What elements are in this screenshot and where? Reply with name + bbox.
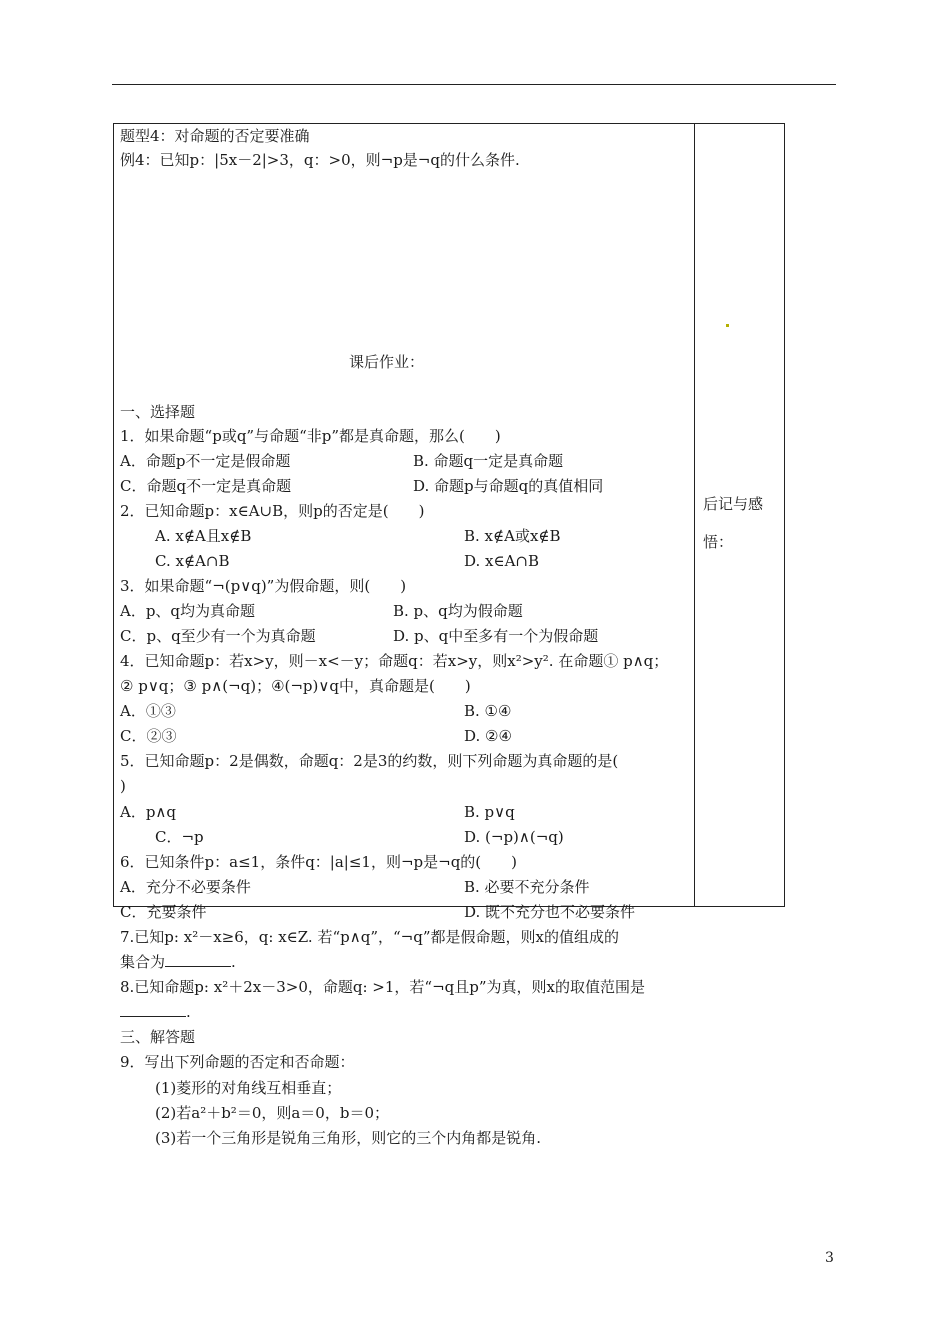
- question-9-part-3: (3)若一个三角形是锐角三角形，则它的三个内角都是锐角.: [155, 1129, 542, 1147]
- question-5-option-a: A．p∧q: [120, 803, 177, 821]
- question-6-option-d: D. 既不充分也不必要条件: [464, 903, 636, 921]
- question-1-option-a: A．命题p不一定是假命题: [120, 452, 291, 470]
- question-7-answer-period: .: [231, 953, 236, 971]
- page-number: 3: [825, 1250, 834, 1266]
- question-1-option-d: D. 命题p与命题q的真值相同: [413, 477, 604, 495]
- question-2-option-b: B. x∉A或x∉B: [464, 527, 561, 545]
- ink-mark: [726, 324, 729, 327]
- section-heading-choice: 一、选择题: [120, 403, 196, 421]
- question-9-part-2: (2)若a²＋b²＝0，则a＝0，b＝0；: [155, 1104, 389, 1122]
- question-6-option-a: A．充分不必要条件: [120, 878, 251, 896]
- question-3-text: 3．如果命题“¬(p∨q)”为假命题，则( ): [120, 577, 407, 595]
- question-7-text: 7.已知p: x²－x≥6，q: x∈Z. 若“p∧q”，“¬q”都是假命题，则x的值组成的: [120, 928, 619, 946]
- question-3-option-c: C．p、q至少有一个为真命题: [120, 627, 316, 645]
- question-1-option-c: C．命题q不一定是真命题: [120, 477, 292, 495]
- question-9-text: 9．写出下列命题的否定和否命题：: [120, 1053, 355, 1071]
- question-5-option-c: C．¬p: [155, 828, 204, 846]
- question-7-answer-line: [120, 952, 236, 972]
- column-divider: [694, 124, 695, 906]
- question-3-option-b: B. p、q均为假命题: [393, 602, 523, 620]
- example-4-text: 例4：已知p：|5x－2|>3，q：>0，则¬p是¬q的什么条件.: [120, 151, 520, 169]
- question-4-text-line-1: 4．已知命题p：若x>y，则－x<－y；命题q：若x>y，则x²>y². 在命题① p∧q；: [120, 652, 669, 670]
- question-2-text: 2．已知命题p：x∈A∪B，则p的否定是( ): [120, 502, 425, 520]
- question-4-text-line-2: ② p∨q；③ p∧(¬q)；④(¬p)∨q中，真命题是( ): [120, 677, 471, 695]
- question-6-option-c: C．充要条件: [120, 903, 207, 921]
- section-heading-answer: 三、解答题: [120, 1028, 196, 1046]
- question-5-text-closing: ): [120, 777, 126, 795]
- header-rule: [112, 84, 836, 85]
- question-2-option-a: A. x∉A且x∉B: [155, 527, 252, 545]
- afterword-label-line-1: 后记与感: [703, 495, 764, 513]
- question-8-text: 8.已知命题p: x²＋2x－3>0，命题q: >1，若“¬q且p”为真，则x的取值范围是: [120, 978, 645, 996]
- question-2-option-c: C. x∉A∩B: [155, 552, 230, 570]
- question-3-option-a: A．p、q均为真命题: [120, 602, 256, 620]
- question-5-option-d: D. (¬p)∧(¬q): [464, 828, 564, 846]
- homework-heading: 课后作业：: [349, 353, 425, 371]
- question-9-part-1: (1)菱形的对角线互相垂直；: [155, 1079, 342, 1097]
- question-4-option-a: A．①③: [120, 702, 176, 720]
- question-2-option-d: D. x∈A∩B: [464, 552, 540, 570]
- question-8-answer-line: [120, 1002, 191, 1022]
- question-1-text: 1．如果命题“p或q”与命题“非p”都是真命题，那么( ): [120, 427, 501, 445]
- question-4-option-b: B. ①④: [464, 702, 512, 720]
- question-5-text: 5．已知命题p：2是偶数，命题q：2是3的约数，则下列命题为真命题的是(: [120, 752, 619, 770]
- afterword-label-line-2: 悟：: [703, 533, 734, 551]
- question-4-option-c: C．②③: [120, 727, 177, 745]
- section-title-type-4: 题型4：对命题的否定要准确: [120, 127, 310, 145]
- question-8-answer-blank: [120, 1002, 186, 1017]
- question-7-answer-prefix: 集合为: [120, 953, 166, 971]
- question-4-option-d: D. ②④: [464, 727, 512, 745]
- question-3-option-d: D. p、q中至多有一个为假命题: [393, 627, 599, 645]
- question-8-answer-period: .: [186, 1003, 191, 1021]
- question-5-option-b: B. p∨q: [464, 803, 515, 821]
- question-6-text: 6．已知条件p：a≤1，条件q：|a|≤1，则¬p是¬q的( ): [120, 853, 518, 871]
- question-7-answer-blank: [165, 952, 231, 967]
- question-1-option-b: B. 命题q一定是真命题: [413, 452, 564, 470]
- question-6-option-b: B. 必要不充分条件: [464, 878, 590, 896]
